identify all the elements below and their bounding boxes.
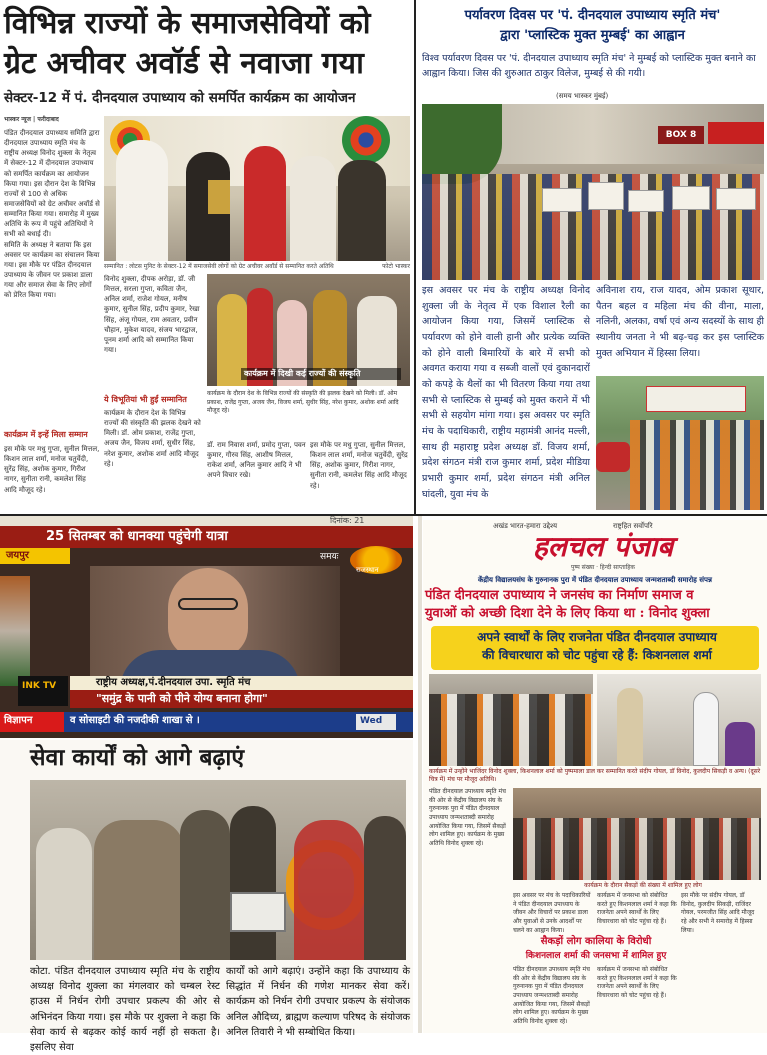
clip4-strap: केंद्रीय विद्यालयसंघ के गुरुनानक पुरा में पंडित दीनदयाल उपाध्याय जन्मशताब्दी समारोह संपन्न	[478, 576, 712, 584]
tv-ticker-label: विज्ञापन	[4, 715, 33, 726]
tv-location: जयपुर	[6, 550, 29, 561]
seated-figure	[725, 722, 755, 766]
store-sign: BOX 8	[658, 126, 704, 144]
clip4-photo-right	[597, 674, 761, 766]
person-figure	[94, 820, 184, 960]
clip4-sub-line2: की विचारधारा को चोट पहुंचा रहे हैं: किशनलाल शर्मा	[482, 648, 712, 662]
masthead-title: हलचल पंजाब	[532, 530, 674, 563]
tv-quote: "समुंद्र के पानी को पीने योग्य बनाना होगा"	[96, 692, 268, 705]
speaker-figure	[693, 692, 719, 766]
person-figure	[180, 810, 230, 960]
divider	[0, 514, 767, 516]
divider	[418, 516, 422, 1033]
clip5-body-right: कार्यों को आगे बढ़ाएं। उन्होंने कहा कि उपाध्याय के सिद्धांत में निर्धन की गणेश मानकर सेवा करें। कार्यक्रम को निर्धन रोगी उपचार प्रकल्प के संयोजक अनिल औदिच्य, ब्राह्मण कल्याण परिषद के संयोजक अनिल तिवारी ने भी सम्बोधित किया।	[226, 966, 410, 1038]
clip4-headline-line1: पंडित दीनदयाल उपाध्याय ने जनसंघ का निर्माण समाज व	[425, 588, 694, 603]
tv-ticker-text: व सोसाइटी की नजदीकी शाखा से ।	[70, 715, 200, 726]
clip1-body-col4: डॉ. राम निवास शर्मा, प्रमोद गुप्ता, पवन कुमार, गौरव सिंह, आशीष मित्तल, राकेश शर्मा, अनिल कुमार आदि ने भी अपने विचार रखे।	[207, 441, 306, 480]
tv-flag-left	[0, 576, 30, 686]
clip4-photo-left	[429, 674, 593, 766]
clip1-headline-line1: विभिन्न राज्यों के समाजसेवियों को	[4, 6, 371, 41]
person-figure	[294, 820, 364, 960]
clip4-pull-line1: सैकड़ों लोग कालिया के विरोधी	[540, 936, 652, 947]
clip2-headline-line1: पर्यावरण दिवस पर 'पं. दीनदयाल उपाध्याय स्मृति मंच'	[464, 8, 721, 23]
placard	[542, 188, 582, 212]
clip1-body-col2: विनोद शुक्ला, दीपक अरोड़ा, डॉ. जी मित्तल, सरला गुप्ता, कविता जैन, अनिल शर्मा, राजेश गोयल, मनीष कुमार, सुनील सिंह, प्रदीप कुमार, रेखा सिंह, अंजू गोयल, राम अवतार, प्रवीन चौहान, मुकेश यादव, संजय भारद्वाज, पूनम शर्मा आदि को सम्मानित किया गया।	[104, 275, 200, 354]
red-car	[596, 442, 630, 472]
divider	[414, 0, 416, 515]
clip1-subhead-honored: ये विभूतियां भी हुईं सम्मानित	[104, 395, 208, 405]
clip4-col3: कार्यक्रम में जनसभा को संबोधित करते हुए किशनलाल शर्मा ने कहा कि राजनेता अपने स्वार्थों के लिए विचारधारा को चोट पहुंचा रहे हैं।	[597, 892, 677, 926]
flower-emblem-right	[342, 116, 390, 164]
clip1-photo-credit: फोटो भास्कर	[382, 263, 410, 270]
tv-speaker	[90, 566, 340, 690]
clip4-headline-line2: युवाओं को अच्छी दिशा देने के लिए किया था : विनोद शुक्ला	[425, 606, 710, 621]
clip4-col2: इस अवसर पर मंच के पदाधिकारियों ने पंडित दीनदयाल उपाध्याय के जीवन और विचारों पर प्रकाश डाला और युवाओं से उनके आदर्शों पर चलने का आह्वान किया।	[513, 892, 591, 934]
person-figure	[364, 816, 406, 960]
tv-screenshot	[0, 516, 413, 738]
banner	[646, 386, 746, 412]
store-sign-red	[708, 122, 764, 144]
tv-nameplate: राष्ट्रीय अध्यक्ष,पं.दीनदयाल उपा. स्मृति मंच	[96, 677, 251, 688]
tree	[422, 104, 502, 184]
clip4-crowd-photo	[513, 788, 761, 880]
person-figure	[244, 146, 286, 261]
speaker-figure	[617, 688, 643, 766]
news-clip-plastic-free	[416, 0, 767, 513]
tv-time-label: समयः	[320, 552, 339, 562]
clip2-body-right: अविनाश राय, राज यादव, ओम प्रकाश सूथार, पैतन बहल व महिला मंच की वीना, माला, नलिनी, अलका, वर्षा एवं अन्य सदस्यों के साथ ही स्थानीय जनता ने भी बढ़-चढ़ कर इस प्लास्टिक मुक्त अभियान में हिस्सा लिया।	[596, 285, 764, 359]
clip2-body-left: इस अवसर पर मंच के राष्ट्रीय अध्यक्ष विनोद शुक्ला जी के नेतृत्व में एक विशाल रैली का आयोजन किया गया, जिसमें प्लास्टिक से पर्यावरण को होने वाली हानी और प्रत्येक व्यक्ति को होने वाली बिमारियों के बारे में सभी को अवगत कराया गया व सब्जी वालों एवं दुकानदारों को कपड़े के थैलों का भी वितरण किया गया तथा सभी से प्लास्टिक से मुम्बई को मुक्त कराने में भी सभी से सहयोग मांगा गया। इस अवसर पर स्मृति मंच के पदाधिकारी, राष्ट्रीय महामंत्री आनंद मल्ली, साथ ही महाराष्ट्र प्रदेश अध्यक्ष डॉ. विजय शर्मा, प्रदेश संगठन मंत्री राज कुमार शर्मा, प्रदेश मीडिया प्रभारी कुमार शर्मा, प्रदेश संगठन मंत्री अनिल घांदली, युवा मंच के	[422, 285, 590, 500]
tv-date: दिनांक: 21	[330, 516, 365, 525]
news-clip-seva	[0, 740, 413, 1053]
placard	[672, 186, 710, 210]
crowd	[513, 818, 761, 880]
masthead-tag-left: अखंड भारत-हमारा उद्देश्य	[493, 522, 558, 530]
clip1-body-col2b: कार्यक्रम के दौरान देश के विभिन्न राज्यों की संस्कृति की झलक देखने को मिली। डॉ. ओम प्रकाश, राजेंद्र गुप्ता, अजय जैन, विजय शर्मा, सुधीर सिंह, नरेश कुमार, अशोक शर्मा आदि मौजूद रहे।	[104, 409, 201, 468]
clip1-award-photo	[104, 116, 410, 261]
tv-logo: INK TV	[22, 681, 57, 691]
clip1-body-col5: इस मौके पर मधु गुप्ता, सुनील मित्तल, किशन लाल शर्मा, मनोज चतुर्वेदी, सुरेंद्र सिंह, अशोक कुमार, गिरीश नागर, सुनीता रानी, कमलेश सिंह आदि मौजूद रहे।	[310, 441, 408, 490]
speaker-glasses	[178, 598, 238, 610]
clip4-photo2-caption: कार्यक्रम के दौरान सैकड़ों की संख्या में शामिल हुए लोग	[584, 882, 702, 889]
news-clip-halchal-punjab	[423, 520, 767, 1033]
clip4-col2b: पंडित दीनदयाल उपाध्याय स्मृति मंच की ओर से केंद्रीय विद्यालय संघ के गुरुनानक पुरा में पंडित दीनदयाल उपाध्याय जन्मशताब्दी समारोह आयोजित किया गया, जिसमें सैकड़ों लोग शामिल हुए। कार्यक्रम के मुख्य अतिथि विनोद शुक्ला रहे।	[513, 966, 590, 1026]
person-figure	[230, 806, 276, 960]
clip1-body-col3: कार्यक्रम के दौरान देश के विभिन्न राज्यों की संस्कृति की झलक देखने को मिली। डॉ. ओम प्रकाश, राजेंद्र गुप्ता, अजय जैन, विजय शर्मा, सुधीर सिंह, नरेश कुमार, अशोक शर्मा आदि मौजूद रहे।	[207, 390, 399, 415]
clip4-pull-line2: किशनलाल शर्मा की जनसभा में शामिल हुए	[525, 951, 667, 961]
clip1-culture-photo	[207, 274, 410, 386]
person-figure	[338, 160, 386, 261]
clip1-headline-line2: ग्रेट अचीवर अवॉर्ड से नवाजा गया	[4, 46, 364, 81]
clip1-subhead-sangthan: कार्यक्रम में इन्हें मिला सम्मान	[4, 430, 88, 439]
garlanded-people	[429, 694, 593, 766]
people	[630, 420, 764, 510]
clip4-sub-line1: अपने स्वार्थों के लिए राजनेता पंडित दीनदयाल उपाध्याय	[477, 630, 717, 644]
clip1-subhead: सेक्टर-12 में पं. दीनदयाल उपाध्याय को समर्पित कार्यक्रम का आयोजन	[4, 90, 356, 106]
clip2-headline-line2: द्वारा 'प्लास्टिक मुक्त मुम्बई' का आह्वान	[500, 28, 685, 43]
clip1-byline: भास्कर न्यूज | फरीदाबाद	[4, 116, 59, 123]
clip1-body-col1b: इस मौके पर मधु गुप्ता, सुनील मित्तल, किशन लाल शर्मा, मनोज चतुर्वेदी, सुरेंद्र सिंह, अशोक कुमार, गिरीश नागर, सुनीता रानी, कमलेश सिंह आदि मौजूद रहे।	[4, 445, 100, 494]
clip4-col4: इस मौके पर संदीप गोयल, डॉ विनोद, कुलदीप सिकड़ी, राजिंदर गोयल, परमजीत सिंह आदि मौजूद रहे और सभी ने समारोह में हिस्सा लिया।	[681, 892, 755, 934]
placard	[588, 182, 624, 210]
tv-day: Wed	[360, 716, 383, 726]
news-clip-awards	[0, 0, 413, 513]
person-figure	[36, 828, 92, 960]
clip2-street-photo	[596, 376, 764, 510]
placard	[628, 190, 664, 212]
channel-name: राजस्थान	[356, 566, 379, 574]
clip1-body-col1: पंडित दीनदयाल उपाध्याय समिति द्वारा दीनदयाल उपाध्याय स्मृति मंच के राष्ट्रीय अध्यक्ष विनोद शुक्ला के नेतृत्व में सेक्टर-12 में दीनदयाल उपाध्याय को समर्पित कार्यक्रम का आयोजन किया गया। इस दौरान देश के विभिन्न राज्यों से 100 से अधिक समाजसेवियों को ग्रेट अचीवर अवॉर्ड से सम्मानित किया गया। समारोह में मुख्य अतिथि के रूप में पहुंचे अतिथियों ने सभी को बधाई दी। समिति के अध्यक्ष ने बताया कि इस अवसर पर कार्यक्रम का संचालन किया गया। इस मौके पर पंडित दीनदयाल उपाध्याय के जीवन पर प्रकाश डाला गया और समाज सेवा के लिए लोगों को प्रेरित किया गया।	[4, 129, 100, 300]
person-figure	[116, 140, 168, 261]
clip1-photo-caption: सम्मानित : लोटस मुनिट के सेक्टर-12 में समाजसेवी लोगों को ग्रेट अचीवर अवॉर्ड से सम्मानित करते अतिथि	[104, 263, 334, 270]
masthead-sub: पुष्प संख्या · हिन्दी साप्ताहिक	[571, 564, 635, 571]
framed-plaque	[230, 892, 286, 932]
clip5-body-left: कोटा. पंडित दीनदयाल उपाध्याय स्मृति मंच के राष्ट्रीय अध्यक्ष विनोद शुक्ला का मंगलवार को चम्बल रेस्ट हाउस में निर्धन रोगी उपचार प्रकल्प की ओर से अभिनंदन किया गया। इस मौके पर शुक्ला ने कहा कि सेवा कार्य से बढ़कर कोई कार्य नहीं हो सकता है। इसलिए सेवा	[30, 966, 220, 1053]
clip4-col3b: कार्यक्रम में जनसभा को संबोधित करते हुए किशनलाल शर्मा ने कहा कि राजनेता अपने स्वार्थों के लिए विचारधारा को चोट पहुंचा रहे हैं।	[597, 966, 677, 1000]
person-figure	[290, 156, 336, 261]
clip5-headline: सेवा कार्यों को आगे बढ़ाएं	[30, 744, 245, 771]
clip4-col1: पंडित दीनदयाल उपाध्याय स्मृति मंच की ओर से केंद्रीय विद्यालय संघ के गुरुनानक पुरा में पंडित दीनदयाल उपाध्याय जन्मशताब्दी समारोह आयोजित किया गया, जिसमें सैकड़ों लोग शामिल हुए। कार्यक्रम के मुख्य अतिथि विनोद शुक्ला रहे।	[429, 788, 506, 848]
clip2-dateline: (समय भास्कर मुंबई)	[556, 92, 609, 100]
clip1-photo2-caption: कार्यक्रम में दिखी कई राज्यों की संस्कृति	[241, 368, 401, 380]
clip4-photo-caption: कार्यक्रम में उन्होंने भाजिंदर विनोद शुक्ला, किशनलाल शर्मा को पुष्पमाला डाल कर सम्मानित करते संदीप गोयल, डॉ विनोद, कुलदीप सिकड़ी व अन्य। (दूसरे चित्र में) मंच पर मौजूद अतिथि।	[429, 768, 761, 784]
tv-banner-text: 25 सितम्बर को धानक्या पहुंचेगी यात्रा	[46, 529, 228, 544]
clip5-photo	[30, 780, 406, 960]
trophy-plaque	[208, 180, 230, 214]
clip2-rally-photo	[422, 104, 764, 280]
speaker-head	[168, 568, 248, 658]
placard	[716, 188, 756, 210]
masthead-tag-right: राष्ट्रहित सर्वोपरि	[613, 522, 653, 530]
clip2-lede: विश्व पर्यावरण दिवस पर 'पं. दीनदयाल उपाध्याय स्मृति मंच' ने मुम्बई को प्लास्टिक मुक्त बनाने का आह्वान किया। जिस की शुरुआत ठाकुर विलेज, मुम्बई से की गयी।	[422, 53, 756, 79]
